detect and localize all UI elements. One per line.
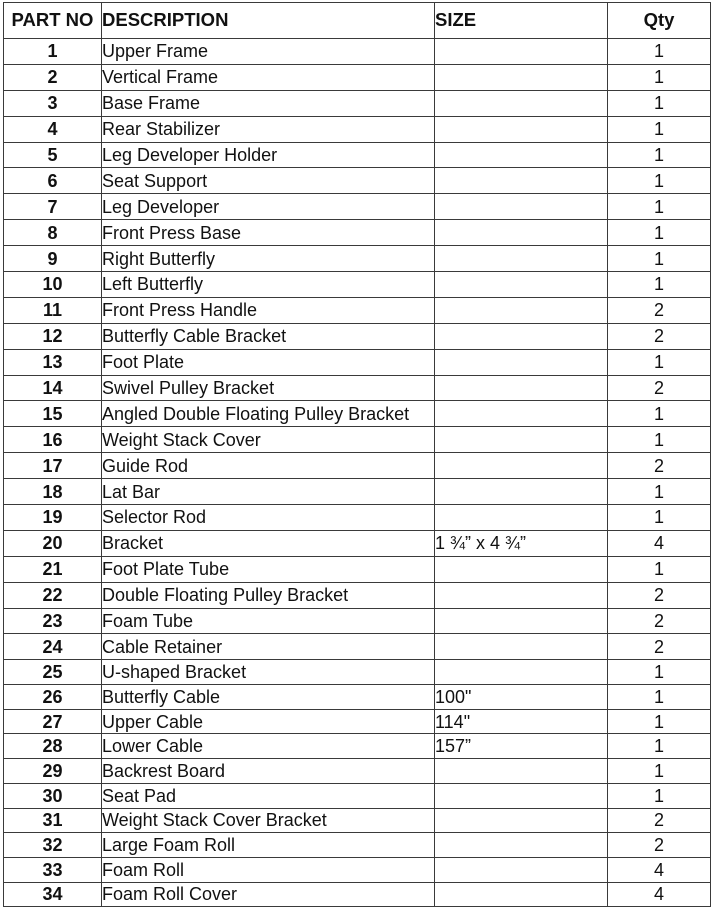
- table-row: [4, 882, 711, 907]
- description-cell: Vertical Frame: [102, 64, 435, 90]
- description-cell: Weight Stack Cover Bracket: [102, 808, 435, 833]
- description-cell: Front Press Base: [102, 220, 435, 246]
- qty-cell: 1: [608, 116, 711, 142]
- qty-cell: 2: [608, 297, 711, 323]
- qty-cell: 1: [608, 759, 711, 784]
- table-row: [4, 634, 711, 660]
- size-cell: [435, 556, 608, 582]
- part-no-cell: 11: [4, 297, 102, 323]
- description-cell: Weight Stack Cover: [102, 427, 435, 453]
- description-cell: Large Foam Roll: [102, 833, 435, 858]
- size-cell: 100": [435, 685, 608, 710]
- size-cell: [435, 297, 608, 323]
- description-cell: Foot Plate Tube: [102, 556, 435, 582]
- description-cell: Selector Rod: [102, 505, 435, 531]
- description-cell: Angled Double Floating Pulley Bracket: [102, 401, 435, 427]
- header-size: SIZE: [435, 3, 608, 39]
- qty-cell: 1: [608, 168, 711, 194]
- qty-cell: 1: [608, 505, 711, 531]
- qty-cell: 4: [608, 857, 711, 882]
- qty-cell: 2: [608, 808, 711, 833]
- qty-cell: 2: [608, 375, 711, 401]
- table-row: [4, 323, 711, 349]
- part-no-cell: 17: [4, 453, 102, 479]
- description-cell: U-shaped Bracket: [102, 660, 435, 685]
- qty-cell: 1: [608, 64, 711, 90]
- size-cell: [435, 64, 608, 90]
- size-cell: 157”: [435, 734, 608, 759]
- table-row: [4, 833, 711, 858]
- description-cell: Lower Cable: [102, 734, 435, 759]
- description-cell: Foam Tube: [102, 608, 435, 634]
- table-row: [4, 142, 711, 168]
- description-cell: Foam Roll: [102, 857, 435, 882]
- table-row: [4, 64, 711, 90]
- part-no-cell: 5: [4, 142, 102, 168]
- size-cell: [435, 505, 608, 531]
- table-row: [4, 808, 711, 833]
- table-row: [4, 246, 711, 272]
- part-no-cell: 34: [4, 882, 102, 907]
- qty-cell: 1: [608, 479, 711, 505]
- qty-cell: 2: [608, 582, 711, 608]
- part-no-cell: 25: [4, 660, 102, 685]
- size-cell: [435, 582, 608, 608]
- parts-list-table: [3, 2, 711, 907]
- size-cell: [435, 808, 608, 833]
- qty-cell: 1: [608, 90, 711, 116]
- size-cell: [435, 401, 608, 427]
- part-no-cell: 30: [4, 783, 102, 808]
- size-cell: [435, 246, 608, 272]
- description-cell: Seat Support: [102, 168, 435, 194]
- size-cell: [435, 833, 608, 858]
- description-cell: Double Floating Pulley Bracket: [102, 582, 435, 608]
- part-no-cell: 29: [4, 759, 102, 784]
- part-no-cell: 24: [4, 634, 102, 660]
- part-no-cell: 21: [4, 556, 102, 582]
- table-row: [4, 297, 711, 323]
- description-cell: Butterfly Cable Bracket: [102, 323, 435, 349]
- size-cell: [435, 375, 608, 401]
- description-cell: Butterfly Cable: [102, 685, 435, 710]
- part-no-cell: 32: [4, 833, 102, 858]
- qty-cell: 4: [608, 882, 711, 907]
- size-cell: 114": [435, 709, 608, 734]
- part-no-cell: 33: [4, 857, 102, 882]
- table-row: [4, 783, 711, 808]
- part-no-cell: 9: [4, 246, 102, 272]
- qty-cell: 1: [608, 220, 711, 246]
- size-cell: [435, 660, 608, 685]
- table-row: [4, 453, 711, 479]
- size-cell: [435, 90, 608, 116]
- qty-cell: 2: [608, 833, 711, 858]
- part-no-cell: 18: [4, 479, 102, 505]
- size-cell: [435, 759, 608, 784]
- qty-cell: 1: [608, 272, 711, 298]
- qty-cell: 1: [608, 246, 711, 272]
- description-cell: Foot Plate: [102, 349, 435, 375]
- part-no-cell: 13: [4, 349, 102, 375]
- header-qty: Qty: [608, 3, 711, 39]
- qty-cell: 1: [608, 349, 711, 375]
- description-cell: Base Frame: [102, 90, 435, 116]
- qty-cell: 4: [608, 530, 711, 556]
- part-no-cell: 8: [4, 220, 102, 246]
- part-no-cell: 31: [4, 808, 102, 833]
- part-no-cell: 20: [4, 530, 102, 556]
- description-cell: Cable Retainer: [102, 634, 435, 660]
- table-row: [4, 556, 711, 582]
- size-cell: [435, 453, 608, 479]
- part-no-cell: 6: [4, 168, 102, 194]
- part-no-cell: 28: [4, 734, 102, 759]
- description-cell: Seat Pad: [102, 783, 435, 808]
- size-cell: [435, 608, 608, 634]
- table-row: [4, 505, 711, 531]
- size-cell: [435, 427, 608, 453]
- description-cell: Rear Stabilizer: [102, 116, 435, 142]
- qty-cell: 1: [608, 194, 711, 220]
- qty-cell: 1: [608, 401, 711, 427]
- size-cell: [435, 634, 608, 660]
- size-cell: [435, 39, 608, 65]
- table-row: [4, 709, 711, 734]
- table-row: [4, 530, 711, 556]
- qty-cell: 2: [608, 608, 711, 634]
- qty-cell: 2: [608, 634, 711, 660]
- description-cell: Bracket: [102, 530, 435, 556]
- part-no-cell: 16: [4, 427, 102, 453]
- description-cell: Foam Roll Cover: [102, 882, 435, 907]
- description-cell: Lat Bar: [102, 479, 435, 505]
- part-no-cell: 14: [4, 375, 102, 401]
- description-cell: Upper Cable: [102, 709, 435, 734]
- qty-cell: 1: [608, 783, 711, 808]
- part-no-cell: 27: [4, 709, 102, 734]
- part-no-cell: 19: [4, 505, 102, 531]
- size-cell: [435, 323, 608, 349]
- table-row: [4, 168, 711, 194]
- description-cell: Left Butterfly: [102, 272, 435, 298]
- size-cell: [435, 194, 608, 220]
- description-cell: Backrest Board: [102, 759, 435, 784]
- part-no-cell: 3: [4, 90, 102, 116]
- size-cell: [435, 349, 608, 375]
- size-cell: [435, 220, 608, 246]
- table-row: [4, 479, 711, 505]
- size-cell: [435, 116, 608, 142]
- size-cell: [435, 857, 608, 882]
- table-row: [4, 375, 711, 401]
- part-no-cell: 1: [4, 39, 102, 65]
- part-no-cell: 26: [4, 685, 102, 710]
- description-cell: Leg Developer: [102, 194, 435, 220]
- qty-cell: 1: [608, 685, 711, 710]
- description-cell: Front Press Handle: [102, 297, 435, 323]
- part-no-cell: 22: [4, 582, 102, 608]
- table-row: [4, 857, 711, 882]
- size-cell: 1 ¾” x 4 ¾”: [435, 530, 608, 556]
- part-no-cell: 4: [4, 116, 102, 142]
- table-row: [4, 401, 711, 427]
- part-no-cell: 12: [4, 323, 102, 349]
- size-cell: [435, 882, 608, 907]
- table-row: [4, 734, 711, 759]
- qty-cell: 1: [608, 142, 711, 168]
- table-row: [4, 39, 711, 65]
- table-row: [4, 582, 711, 608]
- size-cell: [435, 168, 608, 194]
- table-row: [4, 272, 711, 298]
- qty-cell: 1: [608, 39, 711, 65]
- table-row: [4, 349, 711, 375]
- size-cell: [435, 783, 608, 808]
- qty-cell: 2: [608, 453, 711, 479]
- table-row: [4, 427, 711, 453]
- part-no-cell: 15: [4, 401, 102, 427]
- table-row: [4, 116, 711, 142]
- size-cell: [435, 479, 608, 505]
- table-row: [4, 90, 711, 116]
- table-body: [4, 39, 711, 907]
- table-header-row: [4, 3, 711, 39]
- qty-cell: 1: [608, 660, 711, 685]
- description-cell: Leg Developer Holder: [102, 142, 435, 168]
- table-row: [4, 194, 711, 220]
- header-part-no: PART NO: [4, 3, 102, 39]
- table-row: [4, 608, 711, 634]
- table-row: [4, 685, 711, 710]
- table-row: [4, 660, 711, 685]
- part-no-cell: 10: [4, 272, 102, 298]
- description-cell: Upper Frame: [102, 39, 435, 65]
- header-description: DESCRIPTION: [102, 3, 435, 39]
- size-cell: [435, 272, 608, 298]
- qty-cell: 1: [608, 427, 711, 453]
- part-no-cell: 7: [4, 194, 102, 220]
- qty-cell: 2: [608, 323, 711, 349]
- part-no-cell: 23: [4, 608, 102, 634]
- description-cell: Guide Rod: [102, 453, 435, 479]
- table-row: [4, 220, 711, 246]
- description-cell: Right Butterfly: [102, 246, 435, 272]
- qty-cell: 1: [608, 709, 711, 734]
- size-cell: [435, 142, 608, 168]
- qty-cell: 1: [608, 556, 711, 582]
- part-no-cell: 2: [4, 64, 102, 90]
- description-cell: Swivel Pulley Bracket: [102, 375, 435, 401]
- table-row: [4, 759, 711, 784]
- qty-cell: 1: [608, 734, 711, 759]
